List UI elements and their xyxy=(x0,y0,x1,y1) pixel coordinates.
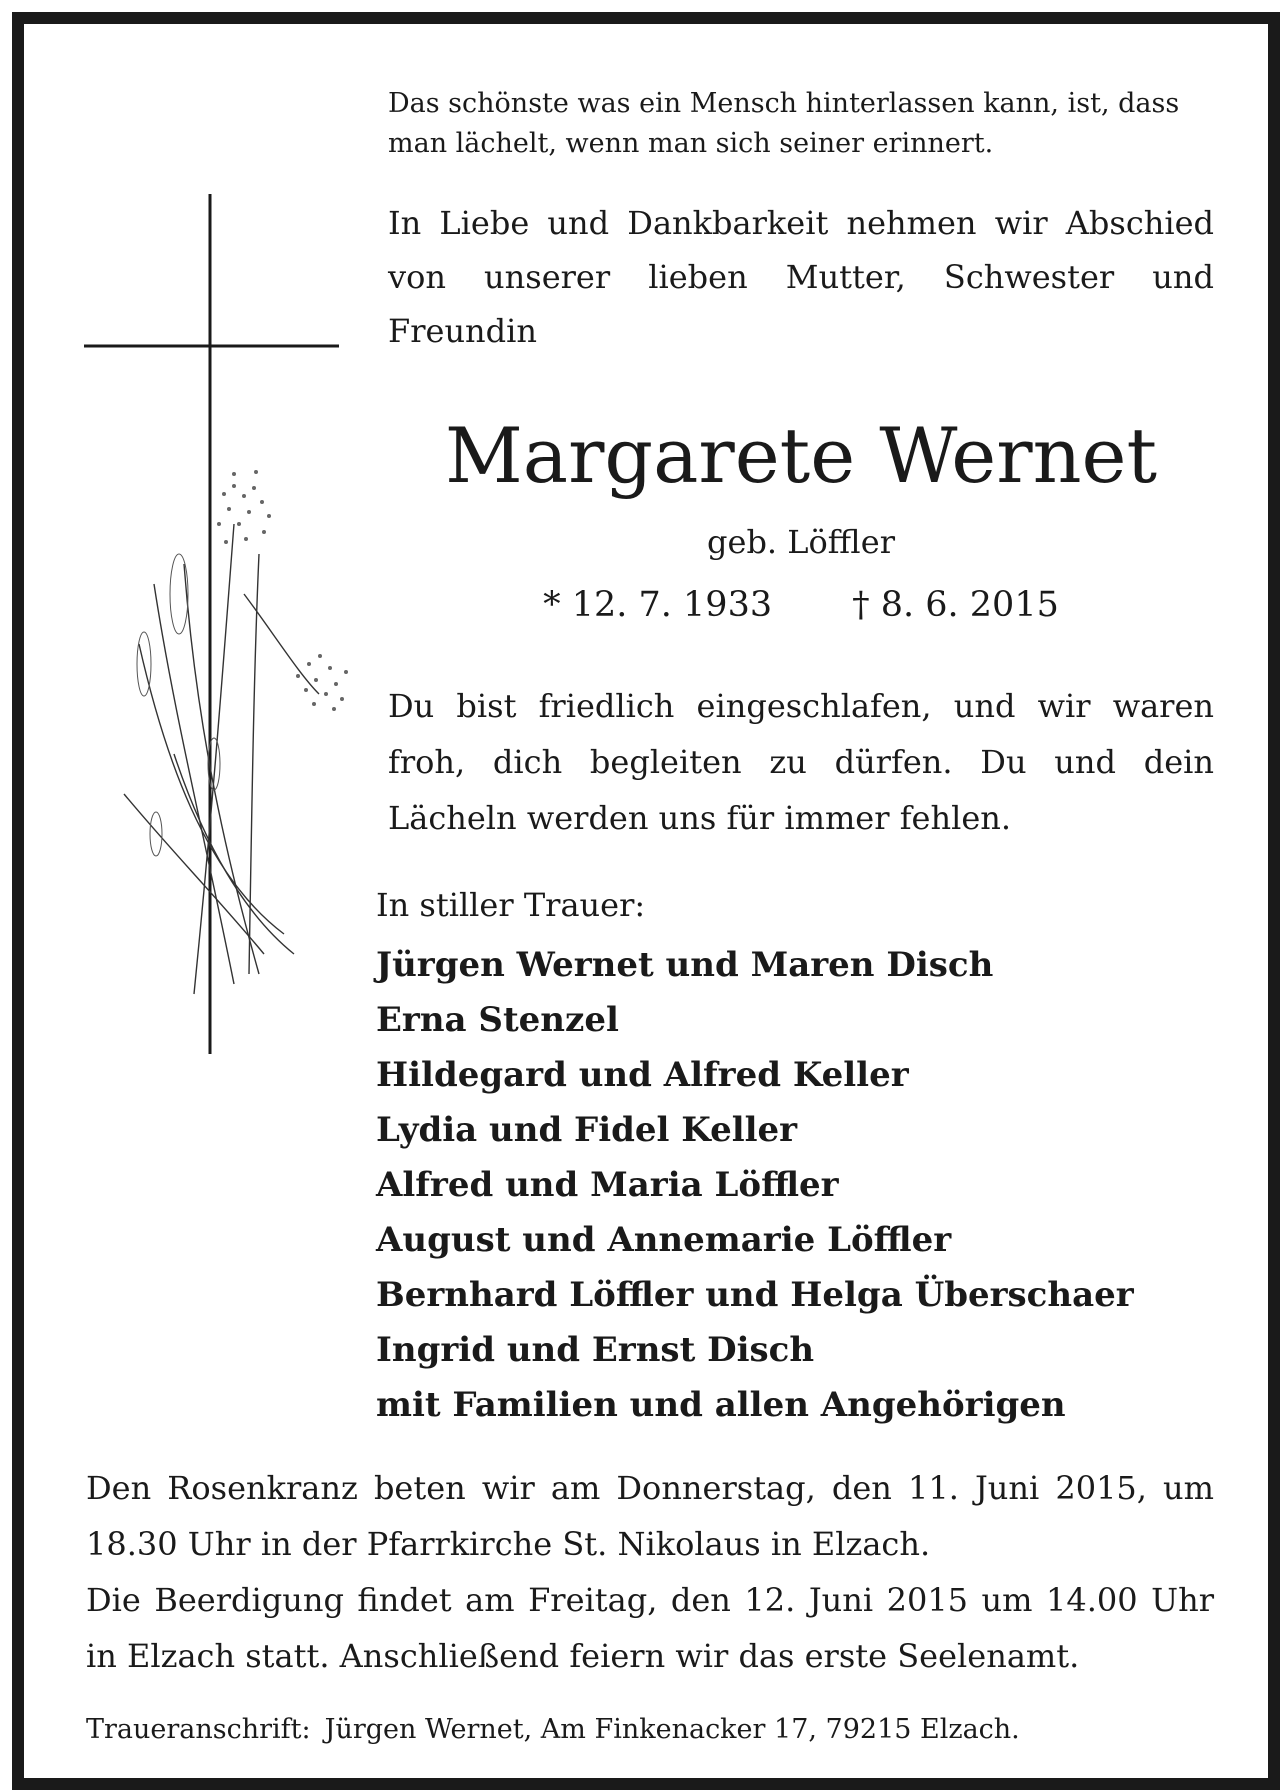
mourning-address xyxy=(86,1710,1020,1750)
death-date: † 8. 6. 2015 xyxy=(852,585,1059,625)
address-label: Traueranschrift: xyxy=(86,1714,311,1745)
mourner-item: mit Familien und allen Angehörigen xyxy=(376,1385,1066,1425)
mourner-item: Bernhard Löffler und Helga Überschaer xyxy=(376,1275,1134,1315)
mourning-label: In stiller Trauer: xyxy=(376,886,646,924)
farewell-text: Du bist friedlich eingeschlafen, und wir waren froh, dich begleiten zu dürfen. Du und dein Lächeln werden uns für immer fehlen. xyxy=(388,687,1214,837)
memorial-quote: Das schönste was ein Mensch hinterlassen kann, ist, dass man lächelt, wenn man sich seiner erinnert. xyxy=(388,88,1180,159)
mourner-item: Lydia und Fidel Keller xyxy=(376,1110,798,1150)
mourner-item: Jürgen Wernet und Maren Disch xyxy=(376,945,994,985)
deceased-name: Margarete Wernet xyxy=(444,411,1158,500)
cross-with-grass-icon xyxy=(84,194,374,1054)
notice-frame xyxy=(12,12,1280,1790)
funeral-info: Die Beerdigung findet am Freitag, den 12. Juni 2015 um 14.00 Uhr in Elzach statt. Anschließend feiern wir das erste Seelenamt. xyxy=(86,1581,1214,1675)
mourners-list xyxy=(376,938,1134,1433)
mourner-item: Erna Stenzel xyxy=(376,1000,619,1040)
service-details xyxy=(86,1460,1214,1684)
rosary-info: Den Rosenkranz beten wir am Donnerstag, den 11. Juni 2015, um 18.30 Uhr in der Pfarrkirche St. Nikolaus in Elzach. xyxy=(86,1469,1214,1563)
farewell-intro: In Liebe und Dankbarkeit nehmen wir Abschied von unserer lieben Mutter, Schwester und Freundin xyxy=(388,204,1214,350)
life-dates xyxy=(388,580,1214,630)
mourner-item: Ingrid und Ernst Disch xyxy=(376,1330,815,1370)
birth-date: * 12. 7. 1933 xyxy=(543,585,773,625)
mourner-item: Hildegard und Alfred Keller xyxy=(376,1055,909,1095)
mourner-item: Alfred und Maria Löffler xyxy=(376,1165,839,1205)
notice-content xyxy=(24,24,1268,1778)
mourner-item: August und Annemarie Löffler xyxy=(376,1220,952,1260)
address-value: Jürgen Wernet, Am Finkenacker 17, 79215 Elzach. xyxy=(324,1714,1020,1745)
maiden-name: geb. Löffler xyxy=(707,523,895,561)
